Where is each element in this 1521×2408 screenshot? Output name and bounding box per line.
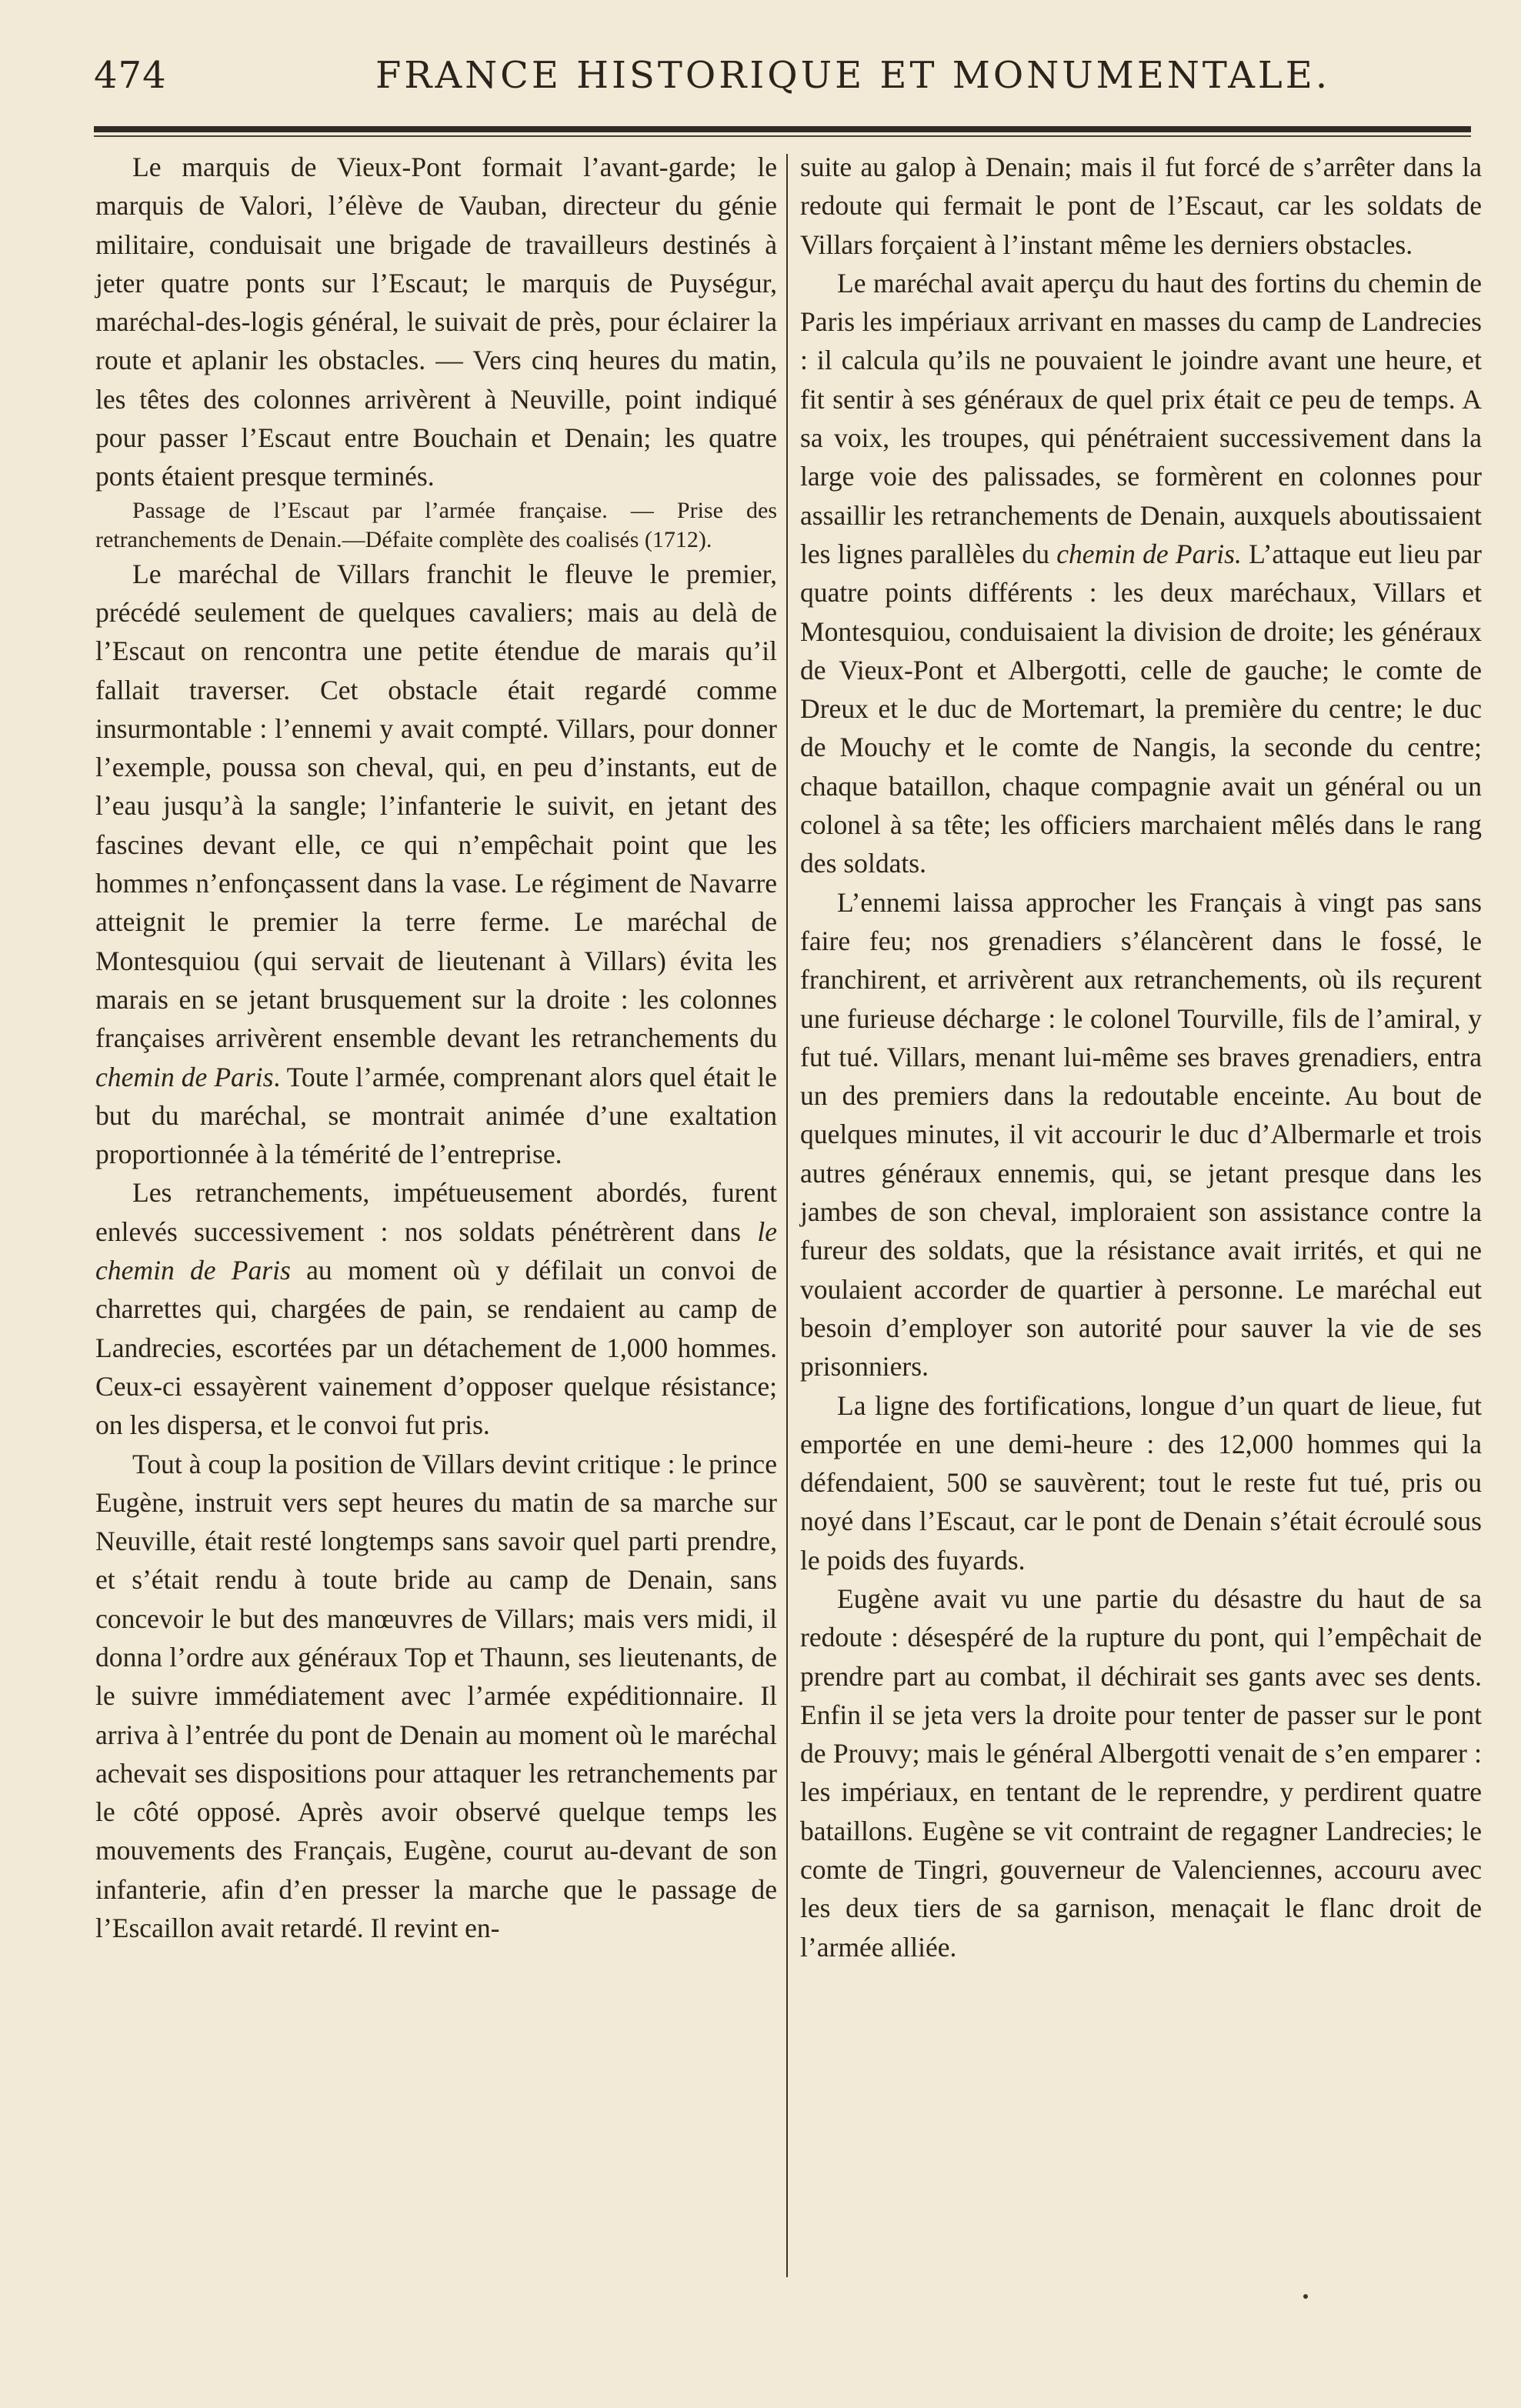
paragraph: suite au galop à Denain; mais il fut forcé de s’arrêter dans la redoute qui fermait le pont de l’Escaut, car les soldats de Villars forçaient à l’instant même les derniers obstacles. [800, 152, 1482, 260]
paragraph: La ligne des fortifications, longue d’un quart de lieue, fut emportée en une demi-heure : des 12,000 hommes qui la défendaient, 500 se sauvèrent; tout le reste fut tué, pris ou noyé dans l’Escaut, car le pont de Denain s’était écroulé sous le poids des fuyards. [800, 1389, 1482, 1576]
section-title: Passage de l’Escaut par l’armée française. — Prise des retranchements de Denain.—Défaite complète des coalisés (1712). [95, 497, 777, 552]
right-column [800, 148, 1482, 1966]
running-title: FRANCE HISTORIQUE ET MONUMENTALE. [375, 54, 1331, 97]
column-divider [786, 154, 788, 2277]
paragraph-text: Les retranchements, impétueusement abordés, furent enlevés successivement : nos soldats pénétrèrent dans [95, 1177, 777, 1247]
header-rule-thin [94, 135, 1471, 137]
paragraph: Tout à coup la position de Villars devint critique : le prince Eugène, instruit vers sept heures du matin de sa marche sur Neuville, était resté longtemps sans savoir quel parti prendre, et s’était rendu à toute bride au camp de Denain, sans concevoir le but des manœuvres de Villars; mais vers midi, il donna l’ordre aux généraux Top et Thaunn, ses lieutenants, de le suivre immédiatement avec l’armée expéditionnaire. Il arriva à l’entrée du pont de Denain au moment où le maréchal achevait ses dispositions pour attaquer les retranchements par le côté opposé. Après avoir observé quelque temps les mouvements des Français, Eugène, courut au-devant de son infanterie, afin d’en presser la marche que le passage de l’Escaillon avait retardé. Il revint en- [95, 1448, 777, 1944]
left-column [95, 148, 777, 1947]
page-number: 474 [94, 54, 167, 97]
paragraph: L’ennemi laissa approcher les Français à vingt pas sans faire feu; nos grenadiers s’élancèrent dans le fossé, le franchirent, et arrivèrent aux retranchements, où ils reçurent une furieuse décharge : le colonel Tourville, fils de l’amiral, y fut tué. Villars, menant lui-même ses braves grenadiers, entra un des premiers dans la redoutable enceinte. Au bout de quelques minutes, il vit accourir le duc d’Albermarle et trois autres généraux ennemis, qui, se jetant presque dans les jambes de son cheval, imploraient son assistance contre la fureur des soldats, que la résistance avait irrités, et qui ne voulaient accorder de quartier à personne. Le maréchal eut besoin d’employer son autorité pour sauver la vie de ses prisonniers. [800, 886, 1482, 1382]
paragraph: Eugène avait vu une partie du désastre du haut de sa redoute : désespéré de la rupture du pont, qui l’empêchait de prendre part au combat, il déchirait ses gants avec ses dents. Enfin il se jeta vers la droite pour tenter de passer sur le pont de Prouvy; mais le général Albergotti venait de s’en emparer : les impériaux, en tentant de le reprendre, y perdirent quatre bataillons. Eugène se vit contraint de regagner Landrecies; le comte de Tingri, gouverneur de Valenciennes, accouru avec les deux tiers de sa garnison, menaçait le flanc droit de l’armée alliée. [800, 1583, 1482, 1963]
paragraph-text: L’attaque eut lieu par quatre points différents : les deux maréchaux, Villars et Montesquiou, conduisaient la division de droite; les généraux de Vieux-Pont et Albergotti, celle de gauche; le comte de Dreux et le duc de Mortemart, la première du centre; le duc de Mouchy et le comte de Nangis, la seconde du centre; chaque bataillon, chaque compagnie avait un général ou un colonel à sa tête; les officiers marchaient mêlés dans le rang des soldats. [800, 538, 1483, 879]
italic-place-name: le chemin de Paris [95, 1216, 777, 1286]
ink-speck [1303, 2294, 1308, 2299]
paragraph [95, 1173, 777, 1444]
paragraph-text: . Toute l’armée, comprenant alors quel était le but du maréchal, se montrait animée d’une exaltation proportionnée à la témérité de l’entreprise. [95, 1061, 777, 1170]
italic-place-name: chemin de Paris. [1056, 538, 1242, 569]
header-rule [94, 126, 1471, 132]
paragraph [95, 555, 777, 1174]
paragraph-text: Le maréchal de Villars franchit le fleuve le premier, précédé seulement de quelques cavaliers; mais au delà de l’Escaut on rencontra une petite étendue de marais qu’il fallait traverser. Cet obstacle était regardé comme insurmontable : l’ennemi y avait compté. Villars, pour donner l’exemple, poussa son cheval, qui, en peu d’instants, eut de l’eau jusqu’à la sangle; l’infanterie le suivit, en jetant des fascines devant elle, ce qui n’empêchait point que les hommes n’enfonçassent dans la vase. Le régiment de Navarre atteignit le premier la terre ferme. Le maréchal de Montesquiou (qui servait de lieutenant à Villars) évita les marais en se jetant brusquement sur la droite : les colonnes françaises arrivèrent ensemble devant les retranchements du [95, 558, 777, 1054]
paragraph: Le marquis de Vieux-Pont formait l’avant-garde; le marquis de Valori, l’élève de Vauban, directeur du génie militaire, conduisait une brigade de travailleurs destinés à jeter quatre ponts sur l’Escaut; le marquis de Puységur, maréchal-des-logis général, le suivait de près, pour éclairer la route et aplanir les obstacles. — Vers cinq heures du matin, les têtes des colonnes arrivèrent à Neuville, point indiqué pour passer l’Escaut entre Bouchain et Denain; les quatre ponts étaient presque terminés. [95, 152, 777, 492]
paragraph [800, 264, 1482, 883]
paragraph-text: Le maréchal avait aperçu du haut des fortins du chemin de Paris les impériaux arrivant en masses du camp de Landrecies : il calcula qu’ils ne pouvaient le joindre avant une heure, et fit sentir à ses généraux de quel prix était ce peu de temps. A sa voix, les troupes, qui pénétraient successivement dans la large voie des palissades, se formèrent en colonnes pour assaillir les retranchements de Denain, auxquels aboutissaient les lignes parallèles du [800, 267, 1482, 569]
italic-place-name: chemin de Paris [95, 1061, 274, 1092]
paragraph-text: au moment où y défilait un convoi de charrettes qui, chargées de pain, se rendaient au camp de Landrecies, escortées par un détachement de 1,000 hommes. Ceux-ci essayèrent vainement d’opposer quelque résistance; on les dispersa, et le convoi fut pris. [95, 1255, 777, 1441]
